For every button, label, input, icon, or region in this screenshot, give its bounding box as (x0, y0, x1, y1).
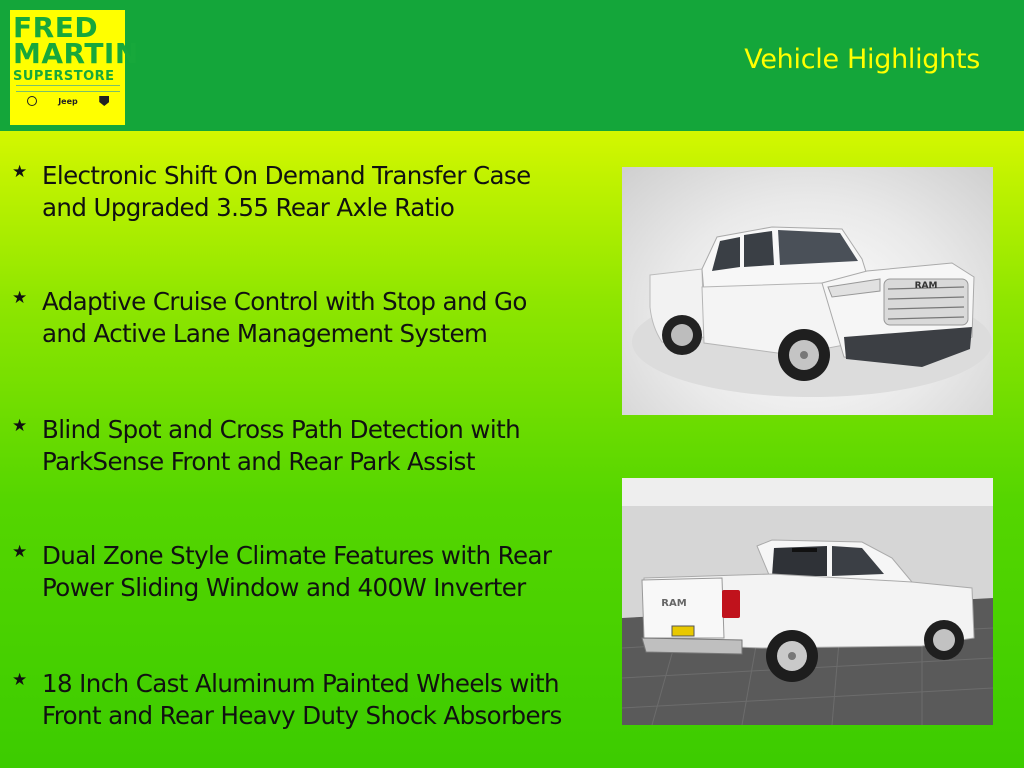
highlight-line: ParkSense Front and Rear Park Assist (42, 447, 475, 476)
page-title: Vehicle Highlights (744, 44, 980, 75)
logo-divider (16, 85, 120, 86)
logo-brand-row (16, 96, 120, 106)
highlight-line: Dual Zone Style Climate Features with Rear (42, 541, 552, 570)
highlight-line: Adaptive Cruise Control with Stop and Go (42, 287, 527, 316)
chrysler-badge-icon (27, 96, 37, 106)
highlight-item (12, 160, 531, 224)
front-grille-badge: RAM (914, 281, 938, 291)
header-bar (0, 0, 1024, 131)
star-icon: ★ (12, 670, 28, 690)
star-icon: ★ (12, 288, 28, 308)
highlight-item (12, 286, 527, 350)
ram-badge-icon (99, 96, 109, 106)
star-icon: ★ (12, 542, 28, 562)
highlight-line: Blind Spot and Cross Path Detection with (42, 415, 520, 444)
highlight-line: and Upgraded 3.55 Rear Axle Ratio (42, 193, 455, 222)
highlight-item (12, 414, 520, 478)
highlight-item (12, 540, 551, 604)
highlight-line: Power Sliding Window and 400W Inverter (42, 573, 526, 602)
highlight-line: 18 Inch Cast Aluminum Painted Wheels with (42, 669, 559, 698)
truck-front-illustration (622, 167, 993, 415)
highlight-item (12, 668, 562, 732)
star-icon: ★ (12, 162, 28, 182)
logo-line-1: FRED (13, 11, 99, 44)
highlight-line: Electronic Shift On Demand Transfer Case (42, 161, 531, 190)
highlight-line: and Active Lane Management System (42, 319, 488, 348)
dealer-logo (10, 10, 139, 125)
star-icon: ★ (12, 416, 28, 436)
highlight-line: Front and Rear Heavy Duty Shock Absorbers (42, 701, 562, 730)
jeep-badge: Jeep (58, 96, 78, 106)
truck-rear-illustration (622, 478, 993, 725)
truck-front-photo (622, 167, 993, 415)
logo-divider (16, 91, 120, 92)
logo-line-3: SUPERSTORE (13, 69, 115, 84)
tailgate-badge: RAM (661, 598, 687, 609)
truck-rear-photo (622, 478, 993, 725)
logo-line-2: MARTIN (13, 37, 139, 70)
